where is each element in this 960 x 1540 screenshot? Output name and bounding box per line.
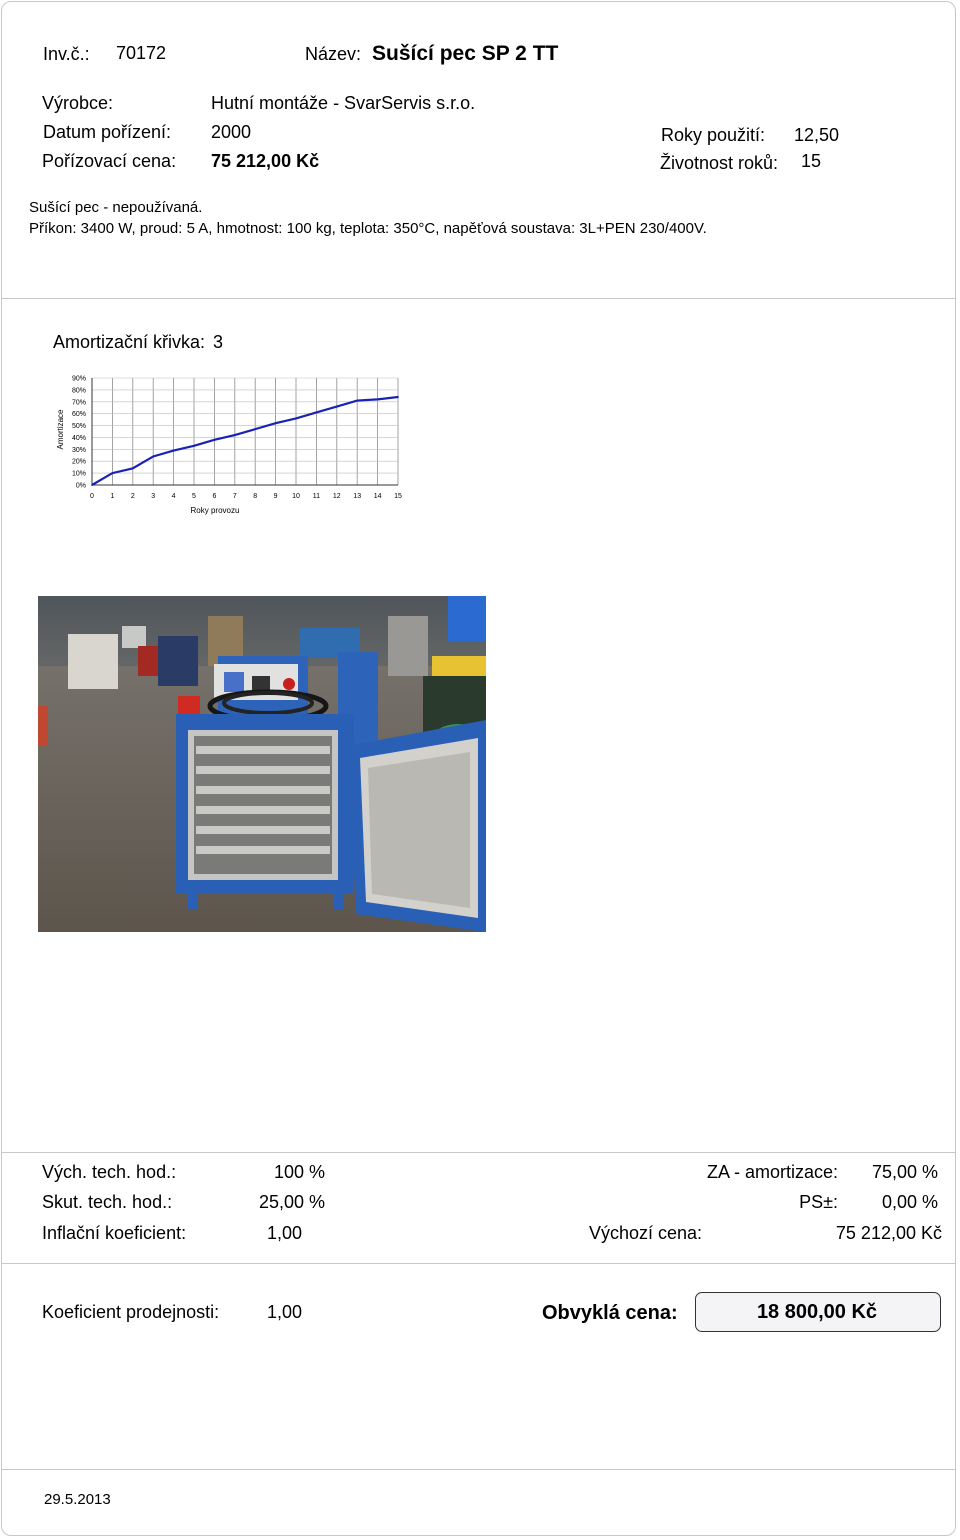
series-point [112,472,114,474]
divider [2,298,955,299]
lifetime-label: Životnost roků: [660,153,779,173]
sale-coef-label: Koeficient prodejnosti: [42,1302,220,1322]
x-tick-label: 10 [292,493,300,500]
series-point [254,428,256,430]
x-tick-label: 2 [130,493,135,500]
page-title: Sušící pec SP 2 TT [372,42,559,65]
years-used-label: Roky použití: [661,125,766,145]
actual-tech-label: Skut. tech. hod.: [42,1192,173,1212]
x-tick-label: 5 [192,493,196,500]
ps-label: PS±: [799,1192,838,1212]
y-tick-label: 90% [71,375,86,383]
initial-tech-label: Vých. tech. hod.: [42,1162,177,1182]
footer-date: 29.5.2013 [44,1491,111,1508]
x-tick-label: 13 [353,493,362,500]
purchase-date-value: 2000 [211,122,252,142]
x-tick-label: 3 [151,493,156,500]
base-price-label: Výchozí cena: [589,1223,703,1243]
amortization-chart [50,368,410,518]
oven-photo-illustration [38,596,486,932]
actual-tech-value: 25,00 % [258,1192,325,1212]
oven-photo [38,596,486,932]
lifetime-value: 15 [801,151,822,171]
za-value: 75,00 % [871,1162,938,1182]
divider [2,1152,955,1153]
y-tick-label: 40% [71,434,86,442]
series-point [173,450,175,452]
x-tick-label: 0 [90,493,94,500]
series-point [377,399,379,401]
x-tick-label: 6 [212,493,217,500]
manufacturer-label: Výrobce: [42,93,114,113]
manufacturer-value: Hutní montáže - SvarServis s.r.o. [211,93,476,113]
x-tick-label: 11 [312,493,321,500]
usual-price-label: Obvyklá cena: [542,1302,678,1324]
y-axis-label: Amortizace [56,409,65,450]
y-tick-label: 30% [71,446,86,454]
x-tick-label: 8 [253,493,258,500]
sale-coef-value: 1,00 [267,1302,303,1322]
x-tick-label: 4 [171,493,176,500]
series-point [193,445,195,447]
inflation-label: Inflační koeficient: [42,1223,187,1243]
y-tick-label: 50% [71,423,86,431]
series-point [336,406,338,408]
x-tick-label: 14 [373,493,382,500]
y-tick-label: 10% [71,470,86,478]
curve-label: Amortizační křivka: [53,332,206,352]
y-tick-label: 70% [71,399,86,407]
usual-price-box [695,1292,941,1332]
amortization-chart-svg [50,368,410,518]
series-line [92,397,398,485]
inflation-value: 1,00 [267,1223,303,1243]
x-tick-label: 7 [232,493,237,500]
divider [2,1263,955,1264]
y-tick-label: 20% [71,458,86,466]
series-point [316,412,318,414]
series-point [91,484,93,486]
x-tick-label: 1 [110,493,115,500]
inv-label: Inv.č.: [43,44,90,64]
curve-value: 3 [213,332,224,352]
name-label: Název: [305,44,362,64]
usual-price-value: 18 800,00 Kč [756,1301,878,1323]
x-tick-label: 9 [273,493,278,500]
years-used-value: 12,50 [794,125,840,145]
description-line-2: Příkon: 3400 W, proud: 5 A, hmotnost: 100 kg, teplota: 350°C, napěťová soustava: 3L+PEN 230/400V. [29,220,707,237]
y-tick-label: 80% [71,387,86,395]
purchase-price-value: 75 212,00 Kč [211,151,320,171]
description-line-1: Sušící pec - nepoužívaná. [29,199,203,216]
purchase-price-label: Pořízovací cena: [42,151,177,171]
series-point [132,467,134,469]
series-point [152,456,154,458]
ps-value: 0,00 % [881,1192,938,1212]
y-tick-label: 0% [75,482,86,490]
divider [2,1469,955,1470]
x-axis-label: Roky provozu [190,506,240,515]
za-label: ZA - amortizace: [706,1162,838,1182]
x-tick-label: 15 [394,493,402,500]
x-tick-label: 12 [332,493,341,500]
y-tick-label: 60% [71,411,86,419]
base-price-value: 75 212,00 Kč [835,1223,942,1243]
initial-tech-value: 100 % [273,1162,325,1182]
series-point [234,434,236,436]
inv-value: 70172 [116,43,167,63]
purchase-date-label: Datum pořízení: [43,122,172,142]
series-point [295,418,297,420]
series-point [214,439,216,441]
series-point [356,400,358,402]
series-point [397,396,399,398]
series-point [275,422,277,424]
